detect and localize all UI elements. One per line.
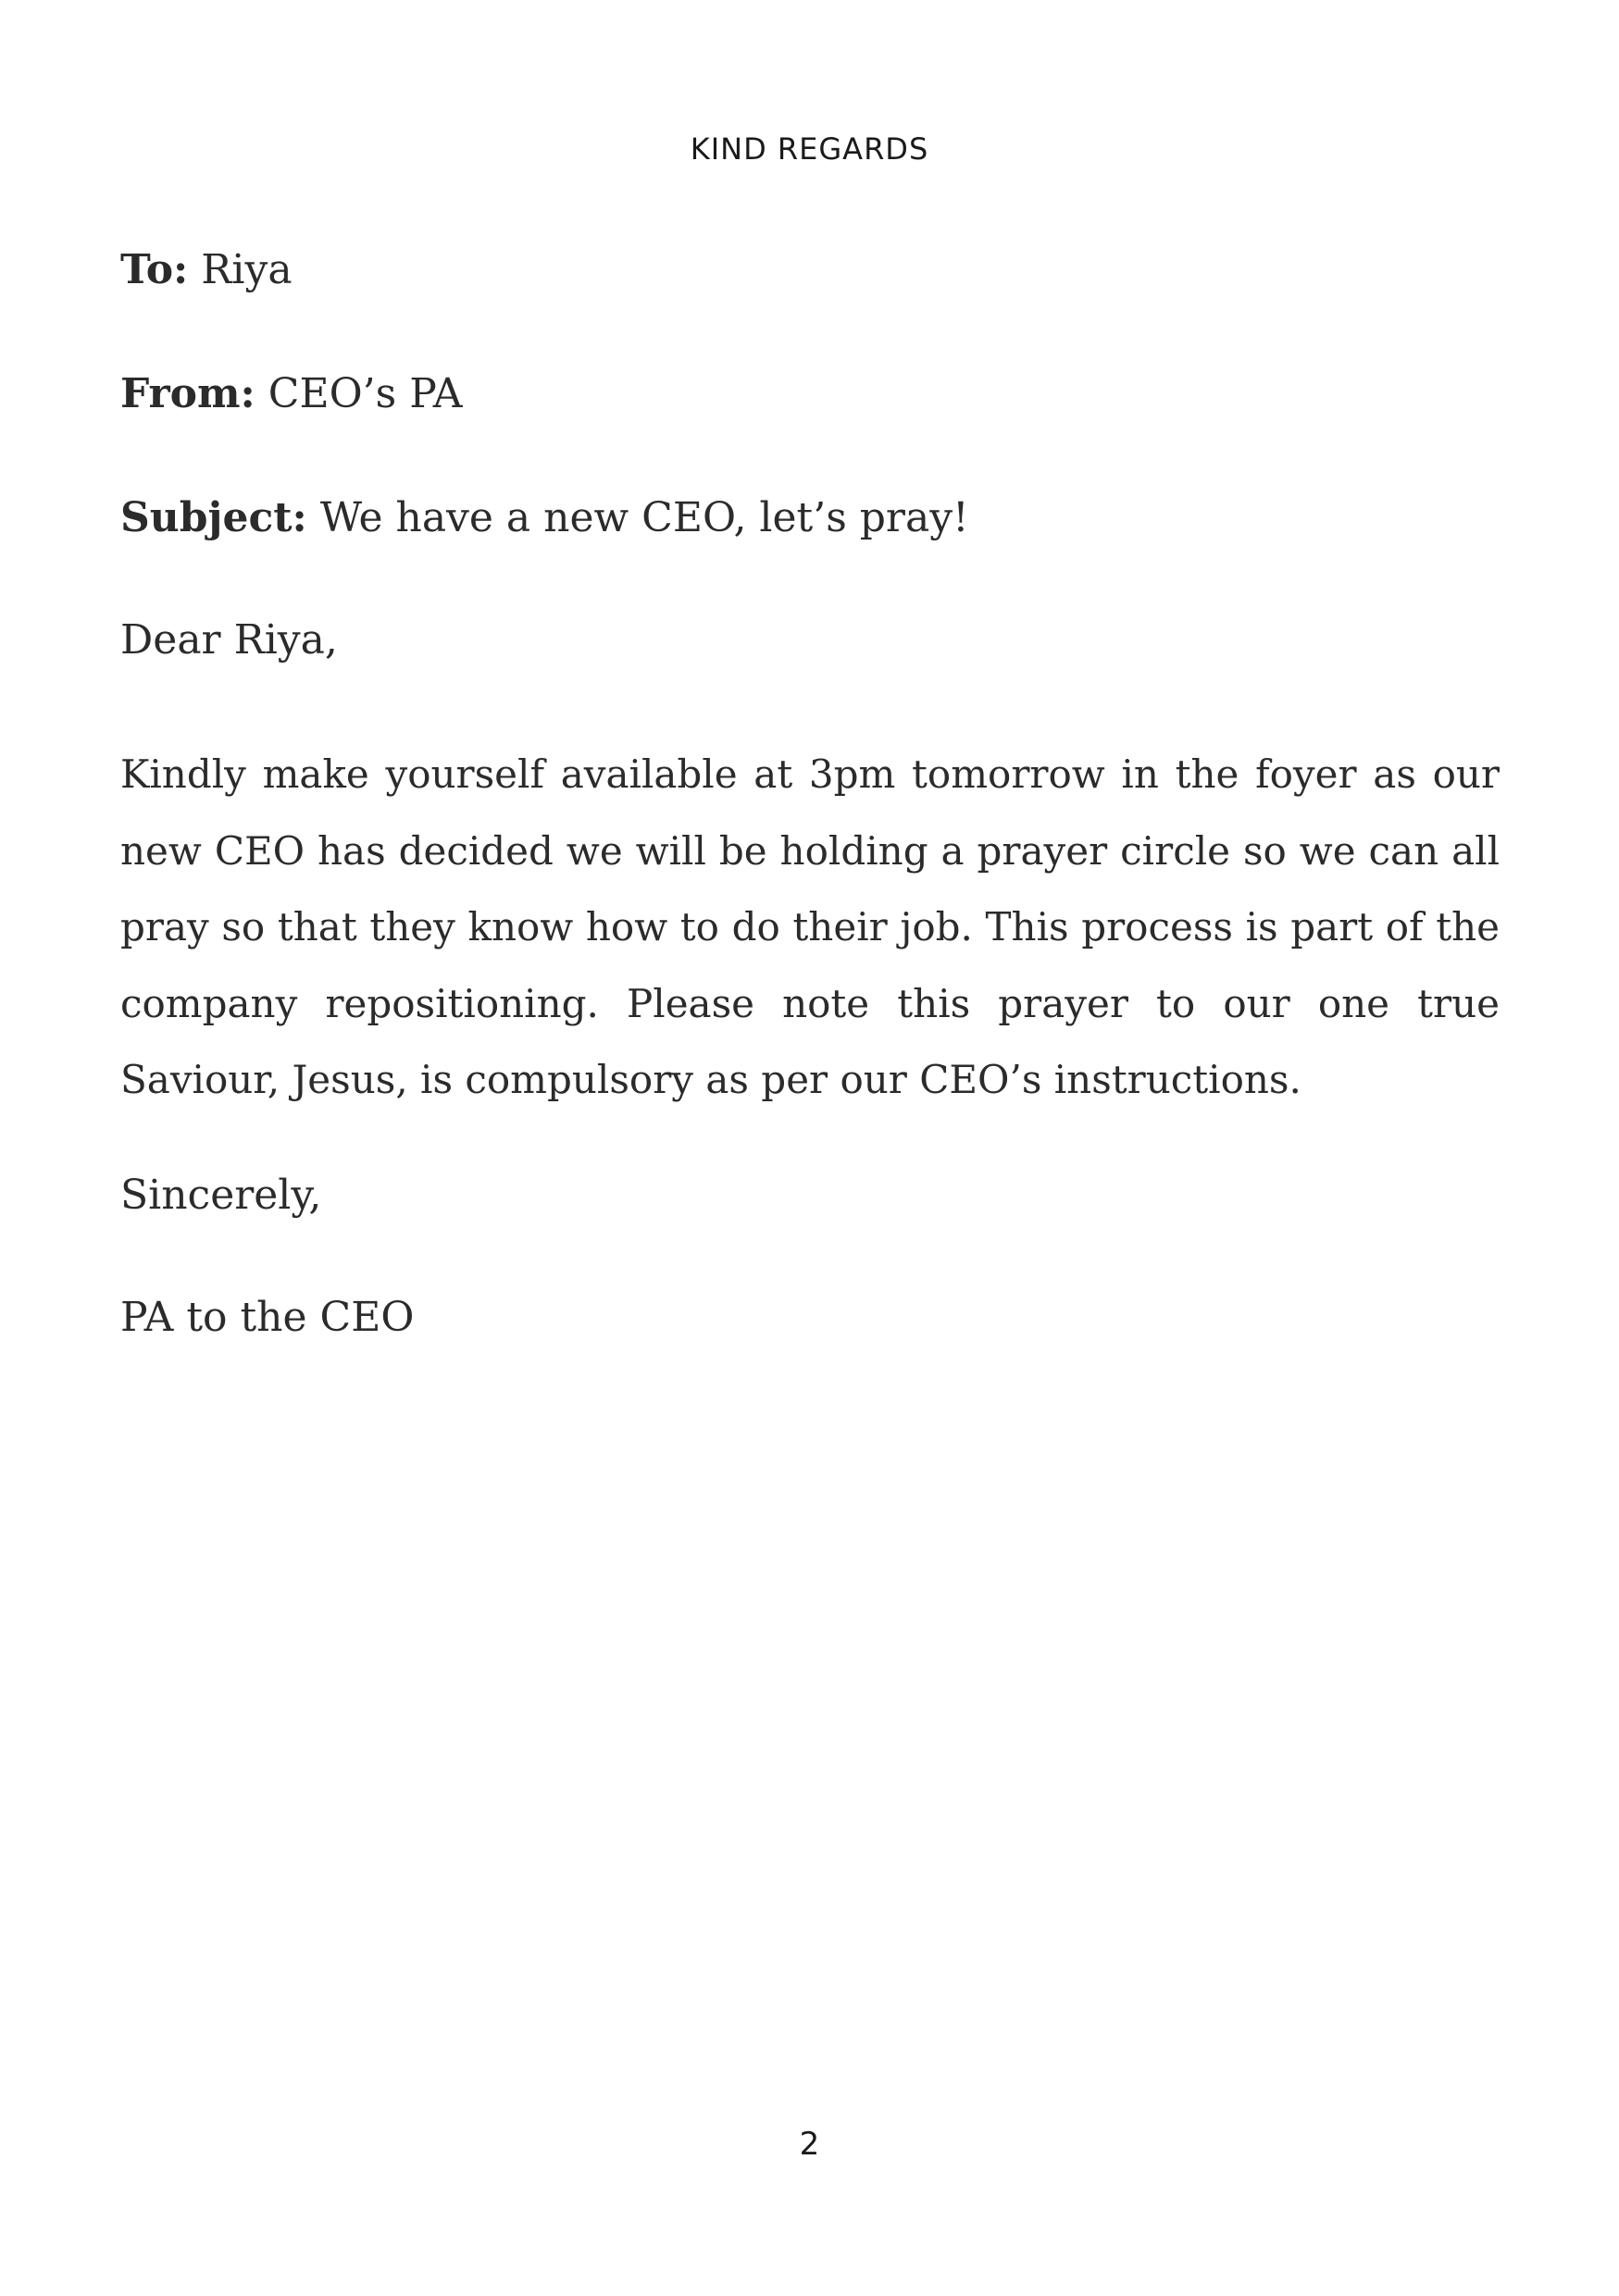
salutation: Dear Riya, xyxy=(120,616,338,664)
closing: Sincerely, xyxy=(120,1172,322,1219)
page-number: 2 xyxy=(799,2126,820,2163)
signature: PA to the CEO xyxy=(120,1294,415,1341)
subject-label: Subject: xyxy=(120,494,307,541)
subject-field xyxy=(120,490,1500,546)
from-value: CEO’s PA xyxy=(268,370,463,417)
to-field xyxy=(120,242,1500,298)
running-header: KIND REGARDS xyxy=(690,131,929,167)
from-field xyxy=(120,366,1500,422)
to-label: To: xyxy=(120,246,189,293)
from-label: From: xyxy=(120,370,255,417)
subject-value: We have a new CEO, let’s pray! xyxy=(319,494,969,541)
memo-body: Kindly make yourself available at 3pm tomorrow in the foyer as our new CEO has decided we will be holding a prayer circle so we can all pray so that they know how to do their job. This process is part of the company repositioning. Please note this prayer to our one true Saviour, Jesus, is compulsory as per our CEO’s instructions. xyxy=(120,751,1500,1102)
to-value: Riya xyxy=(201,246,293,293)
